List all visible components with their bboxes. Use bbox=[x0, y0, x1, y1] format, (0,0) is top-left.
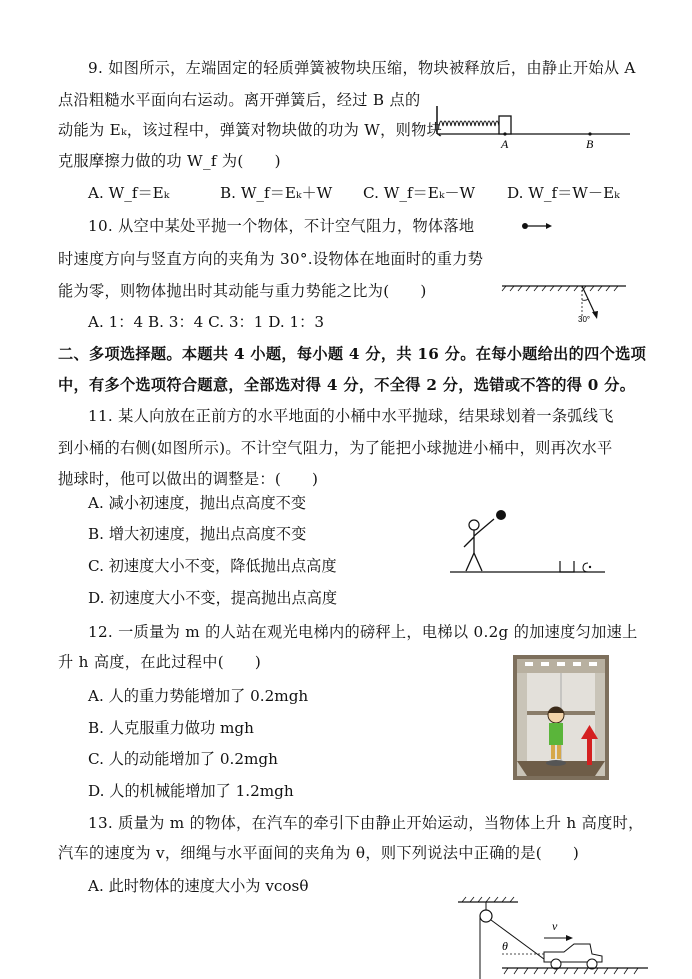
q12-option-a: A. 人的重力势能增加了 0.2mgh bbox=[88, 687, 309, 705]
throw-bucket-figure bbox=[450, 505, 610, 575]
velocity-label: v bbox=[552, 919, 558, 933]
q9-line-4: 克服摩擦力做的功 W_f 为( ) bbox=[58, 152, 281, 170]
elevator-figure bbox=[513, 655, 609, 780]
ball bbox=[496, 510, 506, 520]
pulley bbox=[480, 910, 492, 922]
q9-option-d: D. W_f＝W－Eₖ bbox=[507, 184, 620, 202]
q9-line-2: 点沿粗糙水平面向右运动。离开弹簧后，经过 B 点的 bbox=[58, 91, 421, 109]
q12-line-2: 升 h 高度，在此过程中( ) bbox=[58, 653, 262, 671]
spring-coil bbox=[439, 121, 507, 126]
q11-line-2: 到小桶的右侧(如图所示)。不计空气阻力，为了能把小球抛进小桶中，则再次水平 bbox=[58, 439, 613, 457]
block bbox=[499, 116, 511, 134]
section-2-heading-1: 二、多项选择题。本题共 4 小题，每小题 4 分，共 16 分。在每小题给出的四个选项 bbox=[58, 345, 647, 363]
q9-line-3: 动能为 Eₖ，该过程中，弹簧对物块做的功为 W，则物块 bbox=[58, 121, 443, 139]
pulley-car-figure bbox=[452, 896, 652, 979]
q10-line-3: 能为零，则物体抛出时其动能与重力势能之比为( ) bbox=[58, 282, 427, 300]
q11-option-c: C. 初速度大小不变，降低抛出点高度 bbox=[88, 557, 337, 575]
q11-option-d: D. 初速度大小不变，提高抛出点高度 bbox=[88, 589, 338, 607]
q11-option-b: B. 增大初速度，抛出点高度不变 bbox=[88, 525, 307, 543]
q9-option-a: A. W_f＝Eₖ bbox=[88, 184, 170, 202]
q12-option-b: B. 人克服重力做功 mgh bbox=[88, 719, 254, 737]
q13-option-a: A. 此时物体的速度大小为 vcosθ bbox=[88, 877, 309, 895]
spring-block-figure bbox=[435, 100, 635, 152]
q9-option-b: B. W_f＝Eₖ＋W bbox=[220, 184, 333, 202]
q13-line-2: 汽车的速度为 v，细绳与水平面间的夹角为 θ，则下列说法中正确的是( ) bbox=[58, 844, 580, 862]
q9-line-1: 9. 如图所示，左端固定的轻质弹簧被物块压缩，物块被释放后，由静止开始从 A bbox=[88, 59, 636, 77]
angle-label: 30° bbox=[578, 315, 591, 324]
q10-line-1: 10. 从空中某处平抛一个物体，不计空气阻力，物体落地 bbox=[88, 217, 475, 235]
q9-option-c: C. W_f＝Eₖ－W bbox=[363, 184, 476, 202]
q10-line-2: 时速度方向与竖直方向的夹角为 30°.设物体在地面时的重力势 bbox=[58, 250, 484, 268]
q12-option-d: D. 人的机械能增加了 1.2mgh bbox=[88, 782, 294, 800]
q12-line-1: 12. 一质量为 m 的人站在观光电梯内的磅秤上，电梯以 0.2g 的加速度匀加速上 bbox=[88, 623, 638, 641]
q13-line-1: 13. 质量为 m 的物体，在汽车的牵引下由静止开始运动，当物体上升 h 高度时， bbox=[88, 814, 644, 832]
q11-option-a: A. 减小初速度，抛出点高度不变 bbox=[88, 494, 307, 512]
label-a: A bbox=[501, 137, 509, 151]
up-arrow-icon bbox=[587, 737, 592, 765]
q11-line-3: 抛球时，他可以做出的调整是：( ) bbox=[58, 470, 319, 488]
section-2-heading-2: 中，有多个选项符合题意，全部选对得 4 分，不全得 2 分，选错或不答的得 0 分。 bbox=[58, 376, 636, 394]
theta-label: θ bbox=[502, 939, 508, 953]
projectile-figure bbox=[500, 218, 630, 324]
bucket bbox=[560, 561, 574, 572]
q10-options: A. 1：4 B. 3：4 C. 3：1 D. 1：3 bbox=[88, 313, 324, 331]
q11-line-1: 11. 某人向放在正前方的水平地面的小桶中水平抛球，结果球划着一条弧线飞 bbox=[88, 407, 614, 425]
q12-option-c: C. 人的动能增加了 0.2mgh bbox=[88, 750, 278, 768]
label-b: B bbox=[586, 137, 594, 151]
